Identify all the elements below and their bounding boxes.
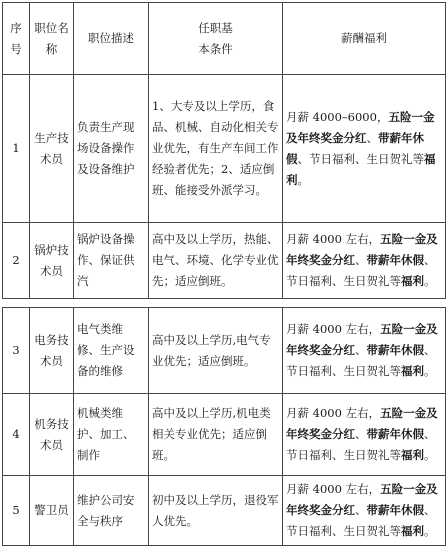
- row-description: 锅炉设备操作、保证供汽: [74, 223, 149, 299]
- pay-bold-benefit: 五险一金及年终奖金分红: [286, 109, 435, 145]
- header-title: 职位名称: [30, 3, 74, 75]
- pay-bold-welfare: 福利: [401, 524, 424, 538]
- row-requirements: 初中及以上学历，退役军人优先。: [149, 476, 283, 546]
- pay-mid: 、: [355, 427, 367, 441]
- job-table: [2, 2, 446, 546]
- header-req-line2: 本条件: [198, 41, 233, 56]
- pay-end: 。: [424, 524, 436, 538]
- row-requirements: 1、大专及以上学历，食品、机械、自动化相关专业优先，有生产车间工作经验者优先；2、适应倒班、能接受外派学习。: [149, 75, 283, 223]
- row-description: 维护公司安全与秩序: [74, 476, 149, 546]
- row-description: 负责生产现场设备操作及设备维护: [74, 75, 149, 223]
- pay-suffix: 、节日福利、生日贺礼等: [286, 503, 436, 538]
- pay-end: 。: [424, 448, 436, 462]
- pay-mid: 、: [355, 253, 367, 267]
- header-requirements: [149, 3, 283, 75]
- table-header-row: [3, 3, 446, 75]
- pay-suffix: 、节日福利、生日贺礼等: [286, 343, 436, 378]
- pay-prefix: 月薪 4000 左右，: [286, 406, 381, 420]
- header-pay: 薪酬福利: [283, 3, 446, 75]
- table-row: [3, 394, 446, 476]
- pay-bold-benefit: 五险一金及年终奖金分红: [286, 406, 438, 441]
- pay-bold-leave: 带薪年休假: [366, 503, 424, 517]
- pay-end: 。: [424, 274, 436, 288]
- row-requirements: 高中及以上学历,机电类相关专业优先；适应倒班。: [149, 394, 283, 476]
- header-description: 职位描述: [74, 3, 149, 75]
- pay-bold-welfare: 福利: [286, 151, 436, 187]
- pay-suffix: 、节日福利、生日贺礼等: [286, 427, 436, 462]
- separator-cell: [3, 299, 446, 308]
- pay-suffix: 、节日福利、生日贺礼等: [286, 253, 436, 288]
- pay-end: 。: [297, 172, 309, 187]
- row-requirements: 高中及以上学历,电气专业优先；适应倒班。: [149, 308, 283, 394]
- header-req-line1: 任职基: [198, 20, 233, 35]
- pay-end: 。: [424, 364, 436, 378]
- row-number: 3: [3, 308, 30, 394]
- row-description: 机械类维护、加工、制作: [74, 394, 149, 476]
- row-description: 电气类维修、生产设备的维修: [74, 308, 149, 394]
- pay-bold-leave: 带薪年休假: [286, 130, 424, 166]
- pay-bold-welfare: 福利: [401, 274, 424, 288]
- pay-bold-benefit: 五险一金及年终奖金分红: [286, 482, 438, 517]
- row-pay: [283, 308, 446, 394]
- pay-mid: 、: [355, 503, 367, 517]
- row-number: 2: [3, 223, 30, 299]
- table-row: [3, 75, 446, 223]
- table-row: [3, 308, 446, 394]
- pay-prefix: 月薪 4000 左右，: [286, 232, 381, 246]
- row-title: 电务技术员: [30, 308, 74, 394]
- row-title: 机务技术员: [30, 394, 74, 476]
- pay-prefix: 月薪 4000 左右，: [286, 322, 381, 336]
- table-row: [3, 223, 446, 299]
- pay-bold-benefit: 五险一金及年终奖金分红: [286, 232, 438, 267]
- row-title: 生产技术员: [30, 75, 74, 223]
- row-title: 锅炉技术员: [30, 223, 74, 299]
- pay-bold-leave: 带薪年休假: [366, 343, 424, 357]
- row-pay: [283, 394, 446, 476]
- pay-mid: 、: [355, 343, 367, 357]
- pay-bold-benefit: 五险一金及年终奖金分红: [286, 322, 438, 357]
- pay-bold-leave: 带薪年休假: [366, 427, 424, 441]
- row-number: 5: [3, 476, 30, 546]
- row-title: 警卫员: [30, 476, 74, 546]
- table-row: [3, 476, 446, 546]
- pay-bold-welfare: 福利: [401, 364, 424, 378]
- pay-prefix: 月薪 4000 左右，: [286, 482, 381, 496]
- row-pay: [283, 476, 446, 546]
- pay-prefix: 月薪 4000–6000，: [286, 109, 389, 124]
- row-number: 4: [3, 394, 30, 476]
- header-number: 序号: [3, 3, 30, 75]
- pay-suffix: 、节日福利、生日贺礼等: [297, 151, 424, 166]
- row-pay: [283, 75, 446, 223]
- row-separator: [3, 299, 446, 308]
- row-pay: [283, 223, 446, 299]
- pay-bold-welfare: 福利: [401, 448, 424, 462]
- pay-mid: 、: [366, 130, 378, 145]
- pay-bold-leave: 带薪年休假: [366, 253, 424, 267]
- row-number: 1: [3, 75, 30, 223]
- row-requirements: 高中及以上学历，热能、电气、环境、化学专业优先；适应倒班。: [149, 223, 283, 299]
